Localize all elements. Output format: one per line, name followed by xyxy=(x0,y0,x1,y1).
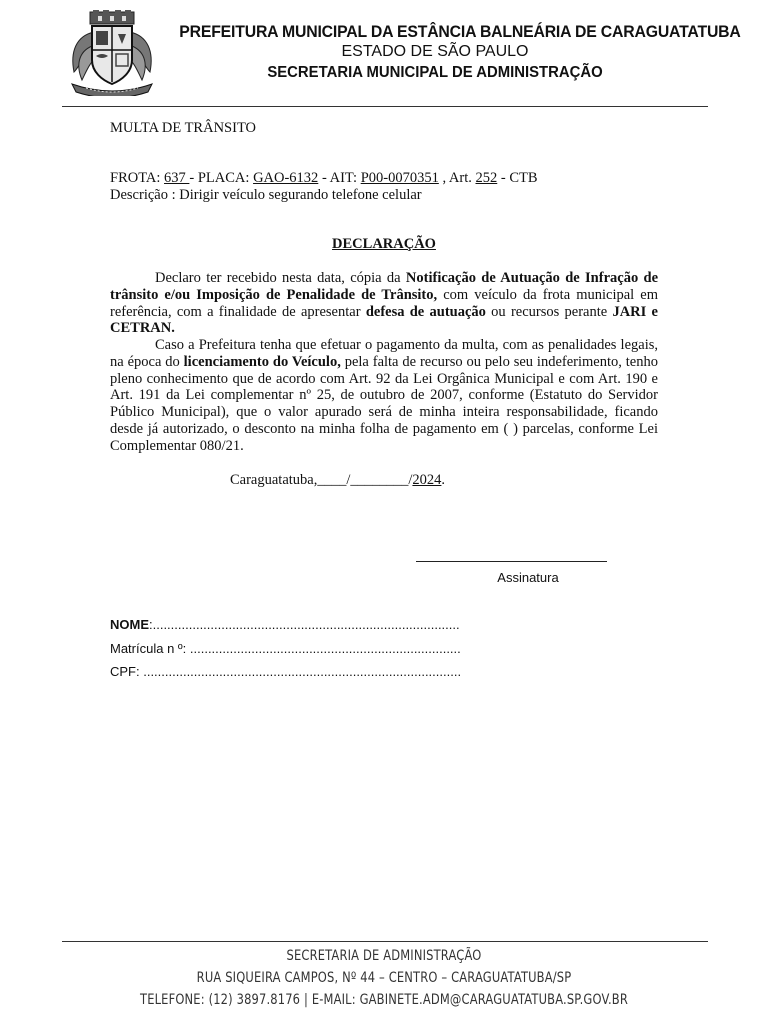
placa-label: - PLACA: xyxy=(189,170,254,186)
declaration-heading: DECLARAÇÃO xyxy=(332,236,436,252)
p1-text-e: ou recursos perante xyxy=(485,303,613,320)
ait-value: P00-0070351 xyxy=(360,170,439,186)
frota-label: FROTA: xyxy=(110,170,165,186)
signature-label: Assinatura xyxy=(497,570,559,585)
header-department: SECRETARIA MUNICIPAL DE ADMINISTRAÇÃO xyxy=(267,64,603,81)
p1-text-a: Declaro ter recebido nesta data, cópia da xyxy=(155,270,406,286)
header-state: ESTADO DE SÃO PAULO xyxy=(341,43,529,60)
header-title: PREFEITURA MUNICIPAL DA ESTÂNCIA BALNEÁRIA DE CARAGUATATUBA xyxy=(179,22,741,41)
footer-divider xyxy=(62,941,708,942)
p2-text-c: pela falta de recurso ou pelo seu indeferimento, tenho pleno conhecimento que de acordo com Art. 92 da Lei Orgânica Municipal e com Art. 190 e Art. 191 da Lei complementar nº 25, de outubro de 2007, conforme (Estatuto do Servidor Público Municipal), que o valor apurado será de minha inteira responsabilidade, ficando desde já autorizado, o desconto na minha folha de pagamento em ( ) parcelas, conforme Lei Complementar 080/21. xyxy=(110,353,658,454)
p1-bold-notification: Notificação de Autuação de Infração de trânsito e/ou Imposição de Penalidade de Trânsito, xyxy=(110,270,659,303)
p1-text-c: com veículo da frota municipal em referência, com a finalidade de apresentar xyxy=(110,286,658,320)
p2-text-a: Caso a Prefeitura tenha que efetuar o pagamento da multa, com as penalidades legais, na época do xyxy=(110,337,658,370)
p2-bold-licensing: licenciamento do Veículo, xyxy=(183,353,341,370)
footer-address: RUA SIQUEIRA CAMPOS, Nº 44 – CENTRO – CARAGUATATUBA/SP xyxy=(196,970,572,986)
declaration-paragraph-2 xyxy=(110,337,658,455)
declaration-paragraph-1 xyxy=(110,270,658,337)
footer-contact: TELEFONE: (12) 3897.8176 | E-MAIL: GABINETE.ADM@CARAGUATATUBA.SP.GOV.BR xyxy=(140,992,628,1008)
p1-bold-jari: JARI e CETRAN. xyxy=(110,303,658,337)
cpf-field[interactable]: CPF: ........................................................................................ xyxy=(110,664,462,679)
date-year: 2024 xyxy=(412,472,442,488)
date-suffix: . xyxy=(441,472,446,488)
infraction-description: Descrição : Dirigir veículo segurando telefone celular xyxy=(110,187,422,203)
art-label: , Art. xyxy=(438,170,476,186)
footer-department: SECRETARIA DE ADMINISTRAÇÃO xyxy=(286,948,482,964)
ctb-label: - CTB xyxy=(497,170,538,186)
name-dots: :..................................................................................... xyxy=(149,617,460,632)
frota-value: 637 xyxy=(164,170,190,186)
art-value: 252 xyxy=(475,170,498,186)
municipal-coat-of-arms-icon xyxy=(66,10,158,96)
name-field[interactable] xyxy=(110,617,460,632)
vehicle-info-line xyxy=(110,170,538,187)
placa-value: GAO-6132 xyxy=(253,170,319,186)
registration-field[interactable]: Matrícula n º: ........................................................................... xyxy=(110,641,461,656)
ait-label: - AIT: xyxy=(318,170,361,186)
signature-line[interactable] xyxy=(416,561,607,562)
p1-bold-defense: defesa de autuação xyxy=(365,303,486,320)
date-prefix: Caraguatatuba,____/________/ xyxy=(230,472,413,488)
date-line xyxy=(230,472,445,489)
name-label: NOME xyxy=(110,617,149,632)
document-title: MULTA DE TRÂNSITO xyxy=(110,120,257,136)
header-divider xyxy=(62,106,708,107)
